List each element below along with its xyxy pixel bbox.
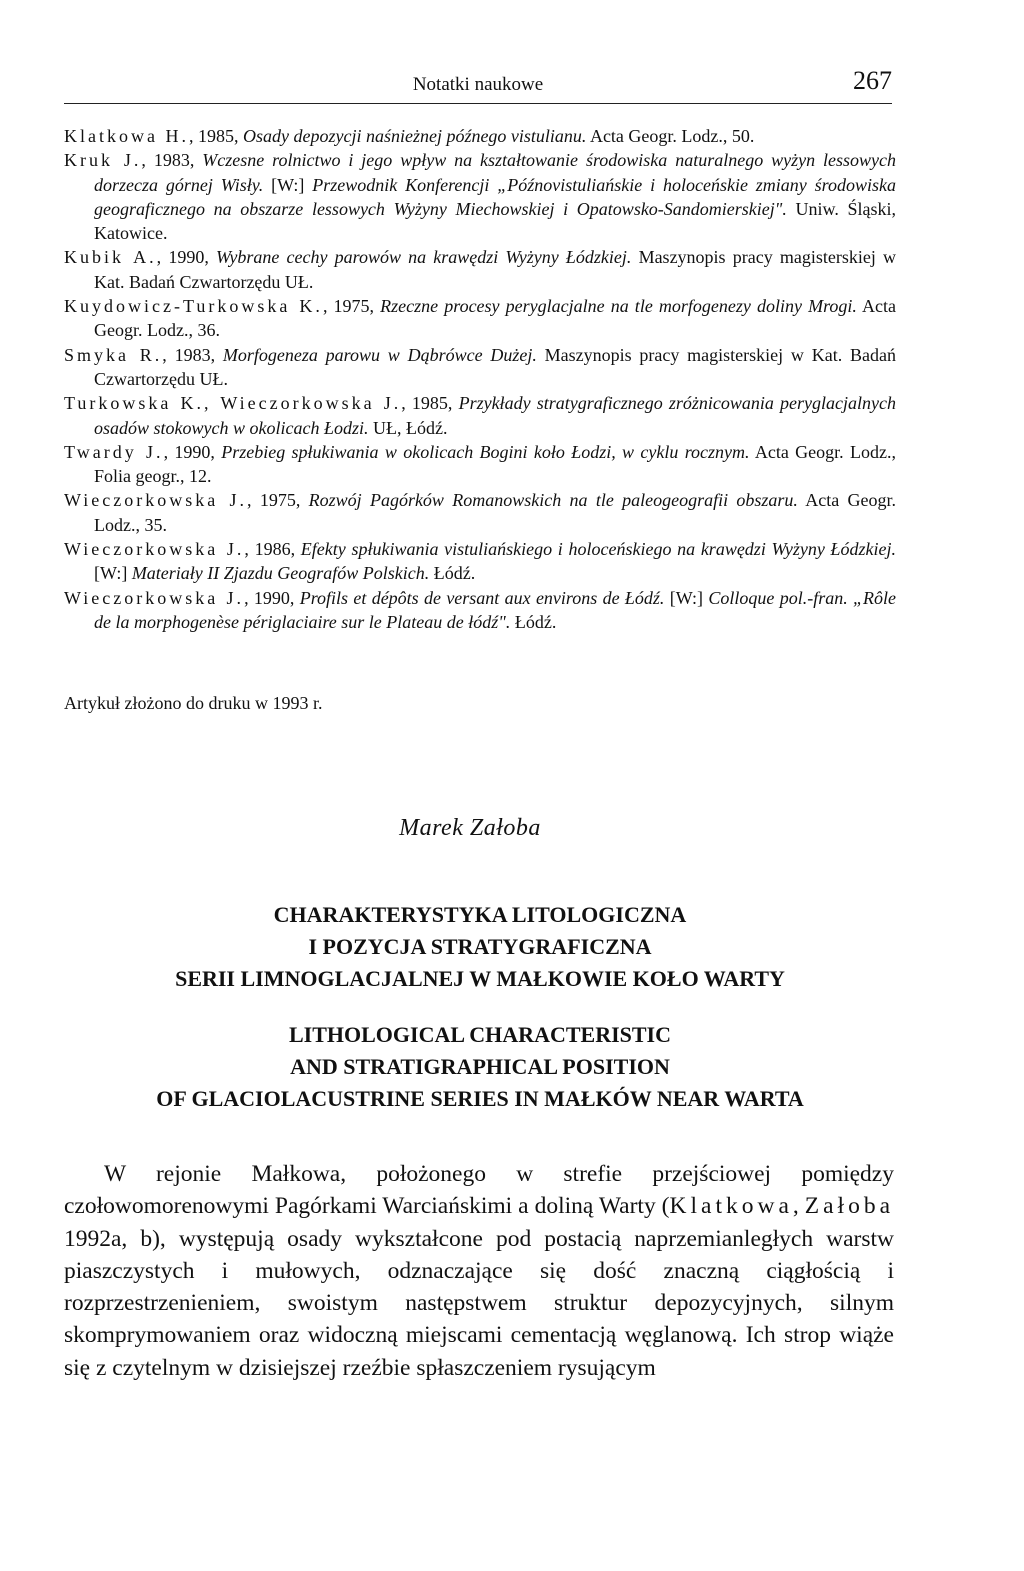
reference-item: Twardy J., 1990, Przebieg spłukiwania w okolicach Bogini koło Łodzi, w cyklu rocznym. Acta Geogr. Lodz., Folia geogr., 12. (64, 441, 896, 487)
reference-list (64, 124, 896, 634)
reference-item: Kuydowicz-Turkowska K., 1975, Rzeczne procesy peryglacjalne na tle morfogenezy doliny Mrogi. Acta Geogr. Lodz., 36. (64, 296, 897, 341)
reference-item: Wieczorkowska J., 1986, Efekty spłukiwania vistuliańskiego i holoceńskiego na krawędzi Wyżyny Łódzkiej. [W:] Materiały II Zjazdu Geografów Polskich. Łódź. (64, 539, 896, 584)
reference-item: Wieczorkowska J., 1975, Rozwój Pagórków Romanowskich na tle paleogeografii obszaru. Acta Geogr. Lodz., 35. (64, 490, 896, 535)
reference-item: Kubik A., 1990, Wybrane cechy parowów na krawędzi Wyżyny Łódzkiej. Maszynopis pracy magisterskiej w Kat. Badań Czwartorzędu UŁ. (64, 247, 896, 292)
body-paragraph: W rejonie Małkowa, położonego w strefie przejściowej pomiędzy czołowomorenowymi Pagórkami Warciańskimi a doliną Warty (Klatkowa, Załoba 1992a, b), występują osady wykształcone pod postacią naprzemianległych warstw piaszczystych i mułowych, odznaczające się dość znaczną ciągłością i rozprzestrzenieniem, swoistym następstwem struktur depozycyjnych, silnym skomprymowaniem oraz widoczną miejscami cementacją węglanową. Ich strop wiąże się z czytelnym w dzisiejszej rzeźbie spłaszczeniem rysującym (64, 1161, 894, 1381)
title-line: I POZYCJA STRATYGRAFICZNA (308, 934, 652, 959)
reference-item: Klatkowa H., 1985, Osady depozycji naśnieżnej późnego vistulianu. Acta Geogr. Lodz., 50. (64, 126, 755, 146)
reference-item: Wieczorkowska J., 1990, Profils et dépôts de versant aux environs de Łódź. [W:] Colloque pol.-fran. „Rôle de la morphogenèse périglaciaire sur le Plateau de łódź". Łódź. (64, 587, 897, 632)
article-title-english (60, 1019, 900, 1115)
title-line: SERII LIMNOGLACJALNEJ W MAŁKOWIE KOŁO WARTY (175, 966, 785, 991)
page-number: 267 (853, 66, 892, 95)
citation-author: Załoba (804, 1193, 894, 1220)
running-title: Notatki naukowe (412, 74, 544, 95)
header-divider (64, 103, 892, 104)
reference-item: Kruk J., 1983, Wczesne rolnictwo i jego wpływ na kształtowanie środowiska naturalnego wyżyn lessowych dorzecza górnej Wisły. [W:] Przewodnik Konferencji „Późnovistuliańskie i holoceńskie zmiany środowiska geograficznego na obszarze lessowych Wyżyny Miechowskiej i Opatowsko-Sandomierskiej". Uniw. Śląski, Katowice. (64, 150, 896, 244)
title-line: LITHOLOGICAL CHARACTERISTIC (288, 1022, 672, 1047)
article-author: Marek Załoba (399, 815, 541, 841)
title-line: OF GLACIOLACUSTRINE SERIES IN MAŁKÓW NEAR WARTA (156, 1086, 804, 1111)
submission-note: Artykuł złożono do druku w 1993 r. (64, 693, 323, 713)
article-title-polish (60, 899, 900, 995)
title-line: CHARAKTERYSTYKA LITOLOGICZNA (273, 902, 687, 927)
reference-item: Smyka R., 1983, Morfogeneza parowu w Dąbrówce Dużej. Maszynopis pracy magisterskiej w Kat. Badań Czwartorzędu UŁ. (64, 344, 896, 389)
running-header (64, 66, 892, 100)
title-line: AND STRATIGRAPHICAL POSITION (290, 1054, 670, 1079)
citation-author: Klatkowa (669, 1193, 793, 1220)
reference-item: Turkowska K., Wieczorkowska J., 1985, Przykłady stratygraficznego zróżnicowania peryglacjalnych osadów stokowych w okolicach Łodzi. UŁ, Łódź. (64, 393, 896, 438)
